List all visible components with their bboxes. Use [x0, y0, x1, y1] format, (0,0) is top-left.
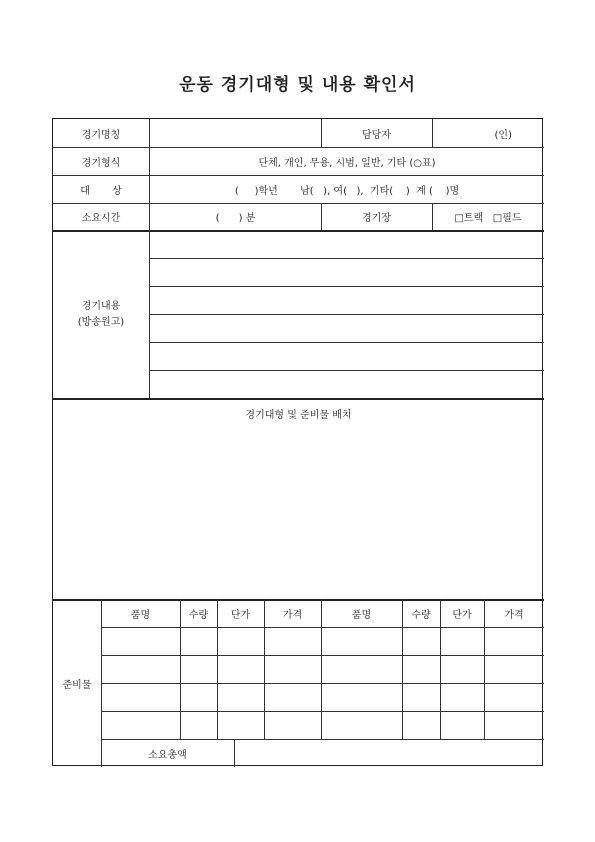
content-label	[53, 231, 149, 398]
header-unit-price: 단가	[230, 610, 251, 621]
duration-label: 소요시간	[81, 213, 121, 224]
supply-row[interactable]	[102, 628, 544, 655]
header-quantity: 수량	[411, 610, 431, 621]
header-item-name: 품명	[130, 610, 151, 621]
content-line[interactable]	[150, 231, 544, 258]
total-amount-label: 소요총액	[148, 750, 187, 761]
content-line[interactable]	[150, 371, 544, 398]
event-name-label: 경기명칭	[81, 129, 121, 141]
content-line[interactable]	[150, 343, 544, 370]
event-format-options[interactable]: 단체, 개인, 무용, 시범, 일반, 기타 (○표)	[258, 157, 436, 169]
formation-heading: 경기대형 및 준비물 배치	[245, 409, 352, 421]
content-line[interactable]	[150, 259, 544, 286]
event-format-label: 경기형식	[81, 157, 121, 169]
header-unit-price: 단가	[452, 610, 472, 621]
total-amount-field[interactable]	[235, 740, 544, 767]
manager-seal[interactable]: (인)	[494, 129, 512, 141]
header-price: 가격	[282, 610, 303, 621]
content-label-line1: 경기내용	[81, 300, 121, 312]
supplies-label: 준비물	[62, 680, 92, 691]
content-line[interactable]	[150, 287, 544, 314]
duration-field[interactable]: ( ) 분	[215, 213, 256, 224]
confirmation-form	[52, 118, 543, 766]
venue-label: 경기장	[362, 213, 391, 224]
target-label: 대 상	[80, 185, 122, 197]
supply-row[interactable]	[102, 712, 544, 739]
venue-options[interactable]: □트랙 □필드	[454, 213, 522, 224]
content-line[interactable]	[150, 315, 544, 342]
content-label-line2: (방송원고)	[77, 316, 125, 328]
header-price: 가격	[504, 610, 524, 621]
event-name-field[interactable]	[150, 119, 321, 147]
supply-row[interactable]	[102, 656, 544, 683]
header-item-name: 품명	[351, 610, 372, 621]
header-quantity: 수량	[188, 610, 209, 621]
supply-row[interactable]	[102, 684, 544, 711]
formation-drawing-area[interactable]	[53, 427, 544, 599]
document-title: 운동 경기대형 및 내용 확인서	[179, 75, 416, 95]
manager-label: 담당자	[362, 129, 391, 141]
target-detail[interactable]: ( )학년 남( ), 여( ), 기타( ) 계 ( )명	[234, 185, 460, 197]
